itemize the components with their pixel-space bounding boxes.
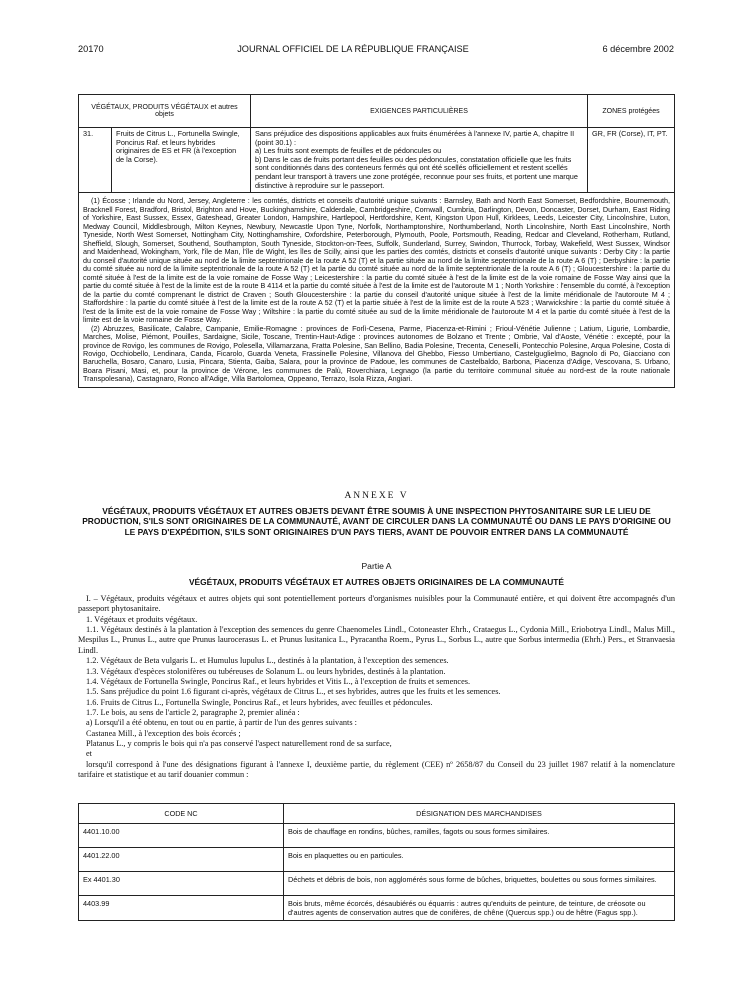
paragraph: 1.5. Sans préjudice du point 1.6 figurant ci-après, végétaux de Citrus L., et ses hybrides, autres que les fruits et les semences. <box>86 687 501 697</box>
table-header-row <box>79 95 675 128</box>
row-number: 31. <box>79 128 112 193</box>
paragraph: Platanus L., y compris le bois qui n'a pas conservé l'aspect naturellement rond de sa surface, <box>86 739 392 749</box>
table-row <box>79 872 675 896</box>
paragraph: 1.4. Végétaux de Fortunella Swingle, Poncirus Raf., et leurs hybrides et Vitis L., à l'exception de fruits et semences. <box>86 676 471 686</box>
footnote-row <box>79 193 675 388</box>
col-header-designation: DÉSIGNATION DES MARCHANDISES <box>284 804 675 824</box>
paragraph: 1. Végétaux et produits végétaux. <box>86 614 198 624</box>
paragraph: I. – Végétaux, produits végétaux et autres objets qui sont potentiellement porteurs d'organismes nuisibles pour la Communauté entière, et qui doivent être accompagnés d'un passeport phytosanitaire. <box>78 594 675 614</box>
paragraph: 1.7. Le bois, au sens de l'article 2, paragraphe 2, premier alinéa : <box>86 707 300 717</box>
table-row <box>79 824 675 848</box>
col-header-code: CODE NC <box>79 804 284 824</box>
nc-code: Ex 4401.30 <box>79 872 284 896</box>
designation: Bois bruts, même écorcés, désaubiérés ou équarris : autres qu'enduits de peinture, de teinture, de créosote ou d'autres agents de conservation autres que de conifères, de chêne (Quercus spp.) ou de hêtre (Fagus spp.). <box>284 896 675 921</box>
nc-code: 4403.99 <box>79 896 284 921</box>
annexe-title: VÉGÉTAUX, PRODUITS VÉGÉTAUX ET AUTRES OBJETS DEVANT ÊTRE SOUMIS À UNE INSPECTION PHYTOSANITAIRE SUR LE LIEU DE PRODUCTION, S'ILS SONT ORIGINAIRES DE LA COMMUNAUTÉ, AVANT DE CIRCULER DANS LA COMMUNAUTÉ OU DANS LE PAYS D'ORIGINE OU LE PAYS D'EXPÉDITION, S'ILS SONT ORIGINAIRES D'UN PAYS TIERS, AVANT DE POUVOIR ENTRER DANS LA COMMUNAUTÉ <box>82 506 671 537</box>
col-header-zones: ZONES protégées <box>588 95 675 128</box>
table-row <box>79 128 675 193</box>
footnote-2: (2) Abruzzes, Basilicate, Calabre, Campanie, Emilie-Romagne : provinces de Forlì-Cesena, Parme, Piacenza-et-Rimini ; Frioul-Vénétie Julienne ; Latium, Ligurie, Lombardie, Marches, Molise, Piémont, Pouilles, Sardaigne, Sicile, Toscane, Trentin-Haut-Adige : provinces autonomes de Bolzano et Trente ; Ombrie, Val d'Aoste, Vénétie : excepté, pour la province de Rovigo, les communes de Rovigo, Polesella, Villamarzana, Fratta Polesine, San Bellino, Badia Polesine, Trecenta, Ceneselli, Pontecchio Polesine, Arqua Polesine, Costa di Rovigo, Occhiobello, Lendinara, Canda, Ficarolo, Guarda Veneta, Frassinelle Polesine, Villanova del Ghebbo, Fiesso Umbertiano, Castelguglielmo, Bagnolo di Po, Giacciano con Baruchella, Bosaro, Canaro, Lusia, Pincara, Stienta, Gaiba, Salara, pour la province de Padoue, les communes de Castelbaldo, Barbona, Piacenza d'Adige, Vescovana, S. Urbano, Boara Pisani, Masi, et, pour la province de Vérone, les communes de Palù, Roverchiara, Legnago (la partie du territoire communal située au nord-est de la route nationale Transpolesana), Castagnaro, Ronco all'Adige, Villa Bartolomea, Oppeano, Terrazo, Isola Rizza, Angiari. <box>83 323 670 384</box>
table-row <box>79 896 675 921</box>
paragraph: 1.2. Végétaux de Beta vulgaris L. et Humulus lupulus L., destinés à la plantation, à l'exception des semences. <box>86 656 449 666</box>
designation: Bois en plaquettes ou en particules. <box>284 848 675 872</box>
paragraph: lorsqu'il correspond à l'une des désignations figurant à l'annexe I, deuxième partie, du règlement (CEE) nº 2658/87 du Conseil du 23 juillet 1987 relatif à la nomenclature tarifaire et statistique et au tarif douanier commun : <box>78 759 675 780</box>
designation: Déchets et débris de bois, non agglomérés sous forme de bûches, briquettes, boulettes ou sous formes similaires. <box>284 872 675 896</box>
paragraph: 1.1. Végétaux destinés à la plantation à l'exception des semences du genre Chaenomeles Lindl., Cotoneaster Ehrh., Crataegus L., Cydonia Mill., Eriobotrya Lindl., Malus Mill., Mespilus L., Prunus L., autre que Prunus laurocerasus L. et Prunus lusitanica L., Pyracantha Roem., Pyrus L., Sorbus L., autre que Sorbus intermedia (Ehrh.) Pers., et Stranvaesia Lindl. <box>78 625 675 655</box>
annexe-body <box>78 594 675 780</box>
footnotes-cell <box>79 193 675 388</box>
nc-code: 4401.10.00 <box>79 824 284 848</box>
product-cell: Fruits de Citrus L., Fortunella Swingle, Poncirus Raf. et leurs hybrides originaires de ES et FR (à l'exception de la Corse). <box>112 128 251 193</box>
footnote-1: (1) Écosse ; Irlande du Nord, Jersey, Angleterre : les comtés, districts et conseils d'autorité unique suivants : Barnsley, Bath and North East Somerset, Bedfordshire, Bournemouth, Bracknell Forest, Bradford, Bristol, Brighton and Hove, Buckinghamshire, Calderdale, Cambridgeshire, Cornwall, Cumbria, Darlington, Devon, Doncaster, Dorset, Durham, East Riding of Yorkshire, East Sussex, Essex, Gateshead, Greater London, Hampshire, Hartlepool, Hertfordshire, Kent, Kingston Upon Hull, Kirklees, Leeds, Leicester City, Lincolnshire, Luton, Medway Council, Middlesbrough, Milton Keynes, Newbury, Newcastle Upon Tyne, Norfolk, Northamptonshire, Northumberland, North Lincolnshire, North East Lincolnshire, North Tyneside, North West Somerset, Nottingham City, Nottinghamshire, Oxfordshire, Peterborough, Plymouth, Poole, Portsmouth, Reading, Redcar and Cleveland, Rotherham, Rutland, Sheffield, Slough, Somerset, Southend, Southampton, South Tyneside, Stockton-on-Tees, Suffolk, Sunderland, Surrey, Swindon, Thurrock, Torbay, Wakefield, West Sussex, Windsor and Maidenhead, Wokingham, York, l'île de Man, l'île de Wight, les îles de Scilly, ainsi que les parties des comtés, districts et conseils d'autorité unique suivants : Derby City : la partie du conseil d'autorité unique située au nord de la limite septentrionale de la route A 52 (T) et la partie située au nord de la limite septentrionale de la route A 6 (T) ; Derbyshire : la partie du comté située au nord de la limite septentrionale de la route A 52 (T) et la partie du comté située au nord de la limite septentrionale de la route A 6 (T) ; Gloucestershire : la partie du comté située à l'est de la limite est de la voie romaine de Fosse Way ; Leicestershire : la partie du comté située à l'est de la limite est de la voie romaine de Fosse Way ainsi que la partie du comté située à l'est de la limite est de la route B 4114 et la partie du comté située à l'est de la limite est de l'autoroute M 1 ; North Yorkshire : l'ensemble du comté, à l'exception de la partie du comté comprenant le district de Craven ; South Gloucestershire : la partie du conseil d'autorité unique située à l'est de la limite méridionale de l'autoroute M 4 ; Staffordshire : la partie du comté située à l'est de la limite est de la route A 52 (T) et la partie située à l'est de la limite est de la route A 523 ; Warwickshire : la partie du comté située à l'est de la limite est de la voie romaine de Fosse Way ; Wiltshire : la partie du comté située au sud de la limite méridionale de l'autoroute M 4 et la partie du comté située à l'est de la limite est de la voie romaine de Fosse Way. <box>83 196 670 325</box>
requirements-table <box>78 94 675 388</box>
col-header-products: VÉGÉTAUX, PRODUITS VÉGÉTAUX et autres objets <box>79 95 251 128</box>
annexe-label: ANNEXE V <box>344 491 409 501</box>
publication-date: 6 décembre 2002 <box>602 44 674 54</box>
table-row <box>79 848 675 872</box>
paragraph: 1.6. Fruits de Citrus L., Fortunella Swingle, Poncirus Raf., et leurs hybrides, avec feuilles et pédoncules. <box>86 697 433 707</box>
requirement-intro: Sans préjudice des dispositions applicables aux fruits énumérées à l'annexe IV, partie A, chapitre II (point 30.1) : <box>255 129 575 147</box>
page-number: 20170 <box>78 44 104 54</box>
paragraph: et <box>86 749 92 759</box>
col-header-requirements: EXIGENCES PARTICULIÈRES <box>251 95 588 128</box>
part-title: VÉGÉTAUX, PRODUITS VÉGÉTAUX ET AUTRES OBJETS ORIGINAIRES DE LA COMMUNAUTÉ <box>188 577 565 587</box>
designation: Bois de chauffage en rondins, bûches, ramilles, fagots ou sous formes similaires. <box>284 824 675 848</box>
nc-code-table <box>78 803 675 921</box>
paragraph: 1.3. Végétaux d'espèces stolonifères ou tubéreuses de Solanum L. ou leurs hybrides, destinés à la plantation. <box>86 666 446 676</box>
page-header <box>78 44 674 54</box>
requirement-b: b) Dans le cas de fruits portant des feuilles ou des pédoncules, constatation officielle que les fruits sont conditionnés dans des conteneurs fermés qui ont été scellés officiellement et restent scellés pendant leur transport à travers une zone protégée, reconnue pour ses fruits, et portent une marque distinctive à reproduire sur le passeport. <box>255 154 578 190</box>
table-header-row <box>79 804 675 824</box>
nc-code: 4401.22.00 <box>79 848 284 872</box>
requirement-a: a) Les fruits sont exempts de feuilles et de pédoncules ou <box>255 146 442 156</box>
paragraph: Castanea Mill., à l'exception des bois écorcés ; <box>86 728 241 738</box>
journal-title: JOURNAL OFFICIEL DE LA RÉPUBLIQUE FRANÇAISE <box>237 44 469 54</box>
requirement-cell <box>251 128 588 193</box>
zones-cell: GR, FR (Corse), IT, PT. <box>588 128 675 193</box>
part-label: Partie A <box>361 561 392 571</box>
paragraph: a) Lorsqu'il a été obtenu, en tout ou en partie, à partir de l'un des genres suivants : <box>86 718 357 728</box>
